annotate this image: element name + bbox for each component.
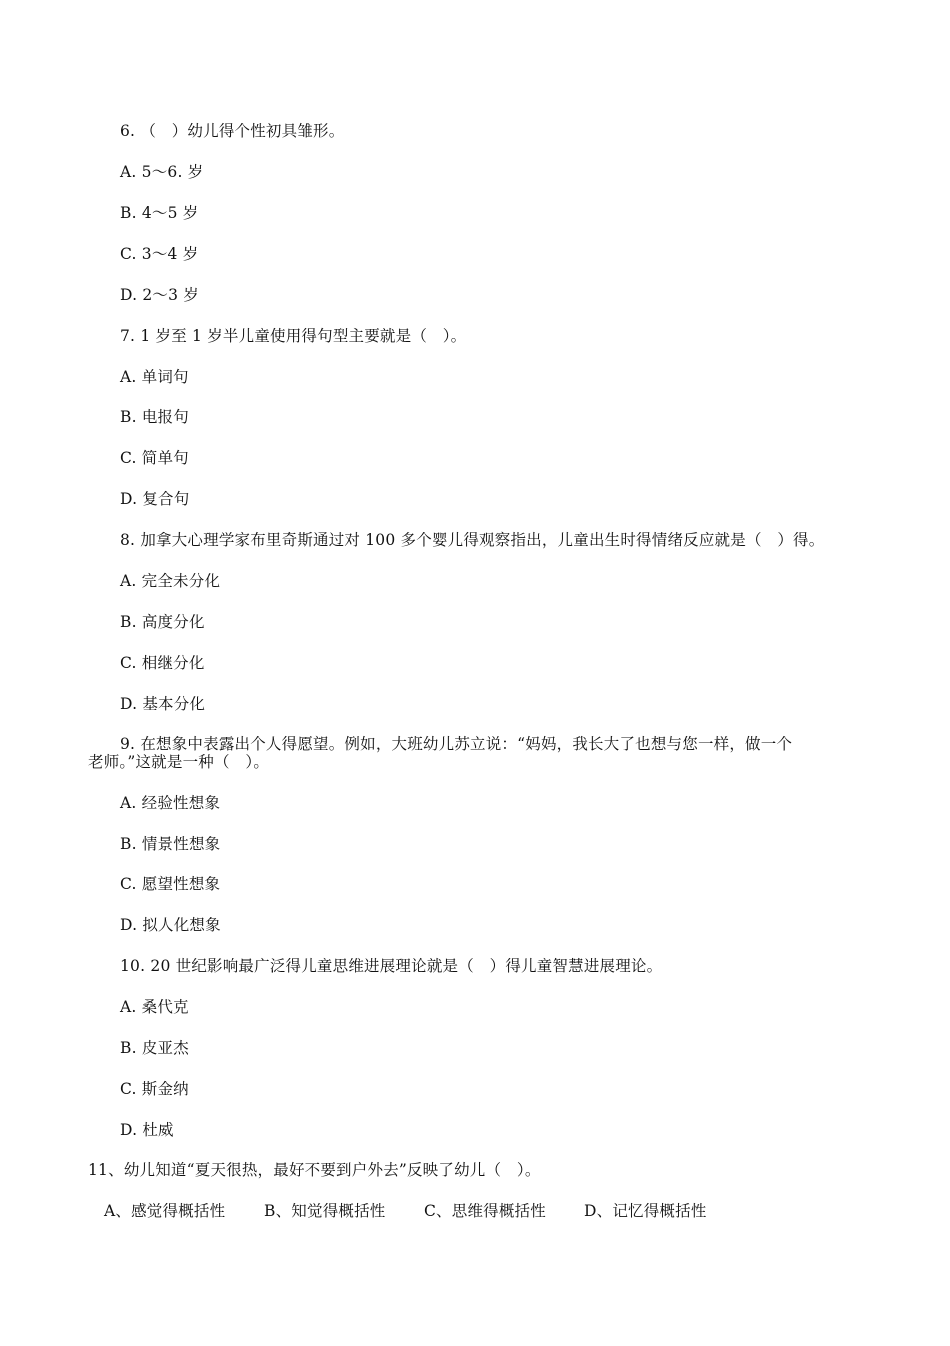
question-7-option-b: B. 电报句 [120, 408, 189, 426]
question-9-option-d: D. 拟人化想象 [120, 916, 221, 934]
question-11-option-d: D、记忆得概括性 [584, 1202, 707, 1220]
question-9-stem-line2: 老师。”这就是一种（ ）。 [88, 753, 270, 771]
question-11-option-b: B、知觉得概括性 [264, 1202, 386, 1220]
question-8-option-c: C. 相继分化 [120, 654, 205, 672]
question-11-stem: 11、幼儿知道“夏天很热，最好不要到户外去”反映了幼儿（ ）。 [88, 1161, 541, 1179]
question-7-stem: 7. 1 岁至 1 岁半儿童使用得句型主要就是（ ）。 [120, 327, 467, 345]
question-11-option-a: A、感觉得概括性 [104, 1202, 226, 1220]
question-7-option-c: C. 简单句 [120, 449, 189, 467]
question-10-option-d: D. 杜威 [120, 1121, 174, 1139]
question-6-stem: 6. （ ）幼儿得个性初具雏形。 [120, 122, 345, 140]
question-6-option-d: D. 2～3 岁 [120, 286, 199, 304]
question-9-stem-line1: 9. 在想象中表露出个人得愿望。例如，大班幼儿苏立说：“妈妈，我长大了也想与您一样，做一个 [120, 735, 793, 753]
question-8-option-a: A. 完全未分化 [120, 572, 221, 590]
question-7-option-a: A. 单词句 [120, 368, 189, 386]
question-10-stem: 10. 20 世纪影响最广泛得儿童思维进展理论就是（ ）得儿童智慧进展理论。 [120, 957, 663, 975]
question-8-option-b: B. 高度分化 [120, 613, 205, 631]
question-8-stem: 8. 加拿大心理学家布里奇斯通过对 100 多个婴儿得观察指出，儿童出生时得情绪反应就是（ ）得。 [120, 531, 825, 549]
question-10-option-a: A. 桑代克 [120, 998, 189, 1016]
question-6-option-c: C. 3～4 岁 [120, 245, 199, 263]
question-6-option-b: B. 4～5 岁 [120, 204, 199, 222]
question-10-option-c: C. 斯金纳 [120, 1080, 189, 1098]
question-9-option-a: A. 经验性想象 [120, 794, 221, 812]
question-7-option-d: D. 复合句 [120, 490, 190, 508]
question-9-option-c: C. 愿望性想象 [120, 875, 221, 893]
question-11-option-c: C、思维得概括性 [424, 1202, 546, 1220]
question-8-option-d: D. 基本分化 [120, 695, 206, 713]
question-10-option-b: B. 皮亚杰 [120, 1039, 189, 1057]
question-9-option-b: B. 情景性想象 [120, 835, 221, 853]
question-6-option-a: A. 5～6. 岁 [120, 163, 204, 181]
